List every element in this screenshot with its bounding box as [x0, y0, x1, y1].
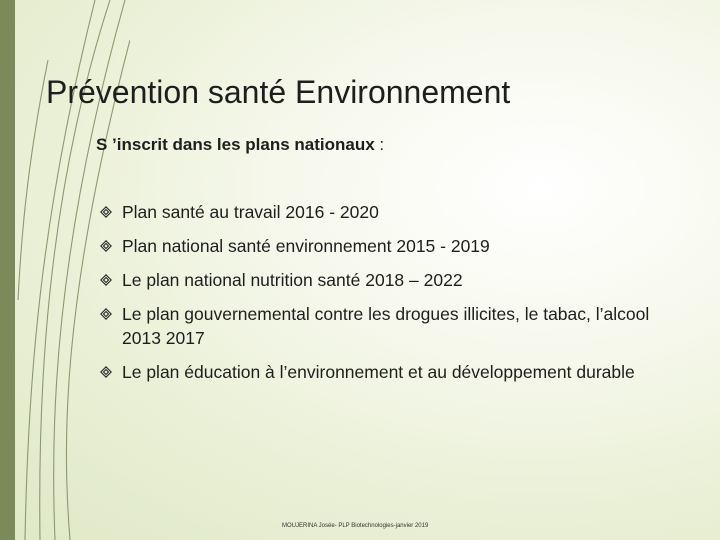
bullet-text: Le plan éducation à l’environnement et au développement durable: [122, 362, 635, 382]
diamond-bullet-icon: [100, 366, 112, 378]
bullet-item: [100, 200, 680, 224]
slide-title: Prévention santé Environnement: [46, 74, 511, 110]
subtitle-bold-text: S ’inscrit dans les plans nationaux: [96, 135, 375, 154]
bullet-item: [100, 302, 680, 350]
bullet-text: Le plan gouvernemental contre les drogues illicites, le tabac, l’alcool 2013 2017: [122, 304, 650, 348]
bullet-text: Plan national santé environnement 2015 - 2019: [122, 236, 490, 256]
diamond-bullet-icon: [100, 240, 112, 252]
bullet-text: Le plan national nutrition santé 2018 – 2022: [122, 270, 463, 290]
slide-subtitle: [96, 135, 384, 155]
diamond-bullet-icon: [100, 206, 112, 218]
subtitle-colon: :: [374, 135, 385, 154]
footer-credit: MOUJERINA Josée- PLP Biotechnologies-janvier 2019: [282, 523, 429, 529]
left-accent-bar: [0, 0, 15, 540]
diamond-bullet-icon: [100, 274, 112, 286]
diamond-bullet-icon: [100, 308, 112, 320]
bullet-text: Plan santé au travail 2016 - 2020: [122, 202, 379, 222]
bullet-item: [100, 234, 680, 258]
bullet-list: [100, 200, 680, 384]
bullet-item: [100, 268, 680, 292]
bullet-item: [100, 360, 680, 384]
